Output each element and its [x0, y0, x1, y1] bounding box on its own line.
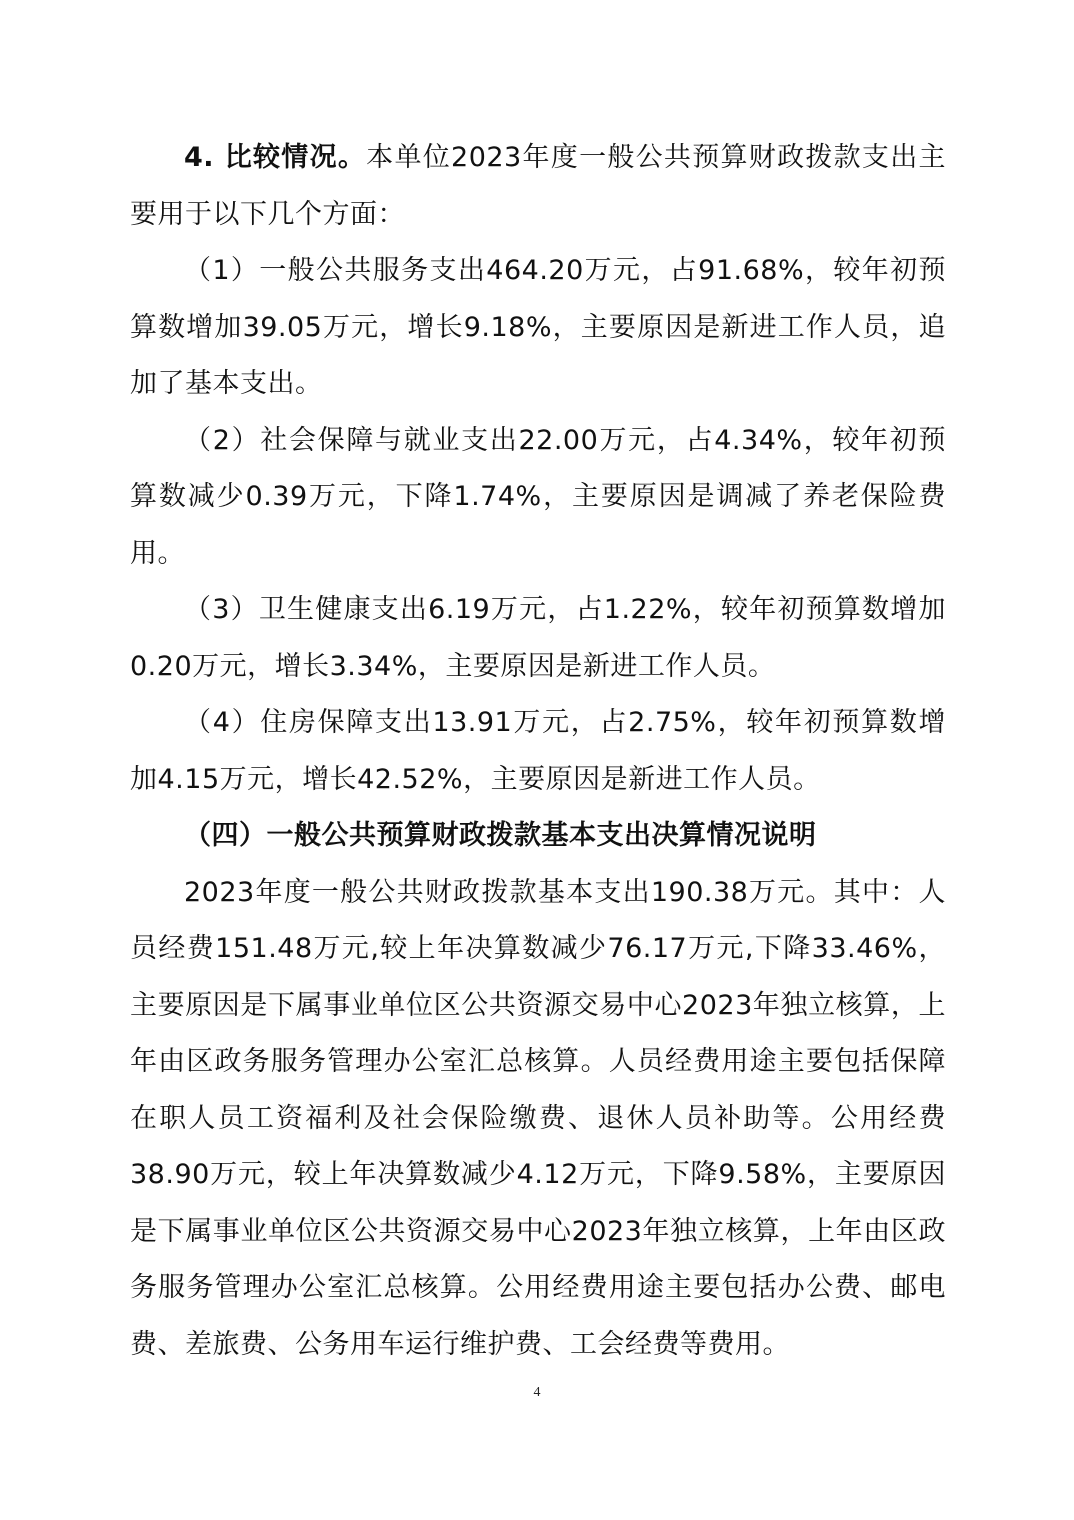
item-paragraph-3: （3）卫生健康支出6.19万元，占1.22%，较年初预算数增加0.20万元，增长3.34%，主要原因是新进工作人员。 — [130, 594, 946, 682]
item-paragraph-2: （2）社会保障与就业支出22.00万元，占4.34%，较年初预算数减少0.39万元，下降1.74%，主要原因是调减了养老保险费用。 — [130, 424, 946, 569]
comparison-paragraph — [130, 130, 946, 243]
item-paragraph-1: （1）一般公共服务支出464.20万元，占91.68%，较年初预算数增加39.05万元，增长9.18%，主要原因是新进工作人员，追加了基本支出。 — [130, 255, 946, 399]
page-number: 4 — [533, 1385, 541, 1400]
document-body — [130, 130, 946, 1373]
comparison-text: 本单位2023年度一般公共预算财政拨款支出主要用于以下几个方面： — [130, 142, 946, 230]
basic-expenditure-paragraph: 2023年度一般公共财政拨款基本支出190.38万元。其中：人员经费151.48万元,较上年决算数减少76.17万元,下降33.46%，主要原因是下属事业单位区公共资源交易中心2023年独立核算，上年由区政务服务管理办公室汇总核算。人员经费用途主要包括保障在职人员工资福利及社会保险缴费、退休人员补助等。公用经费38.90万元，较上年决算数减少4.12万元，下降9.58%，主要原因是下属事业单位区公共资源交易中心2023年独立核算，上年由区政务服务管理办公室汇总核算。公用经费用途主要包括办公费、邮电费、差旅费、公务用车运行维护费、工会经费等费用。 — [130, 876, 946, 1360]
item-paragraph-4: （4）住房保障支出13.91万元，占2.75%，较年初预算数增加4.15万元，增长42.52%，主要原因是新进工作人员。 — [130, 707, 946, 795]
comparison-lead: 4. 比较情况。 — [184, 142, 367, 173]
section-heading: （四）一般公共预算财政拨款基本支出决算情况说明 — [184, 820, 817, 851]
